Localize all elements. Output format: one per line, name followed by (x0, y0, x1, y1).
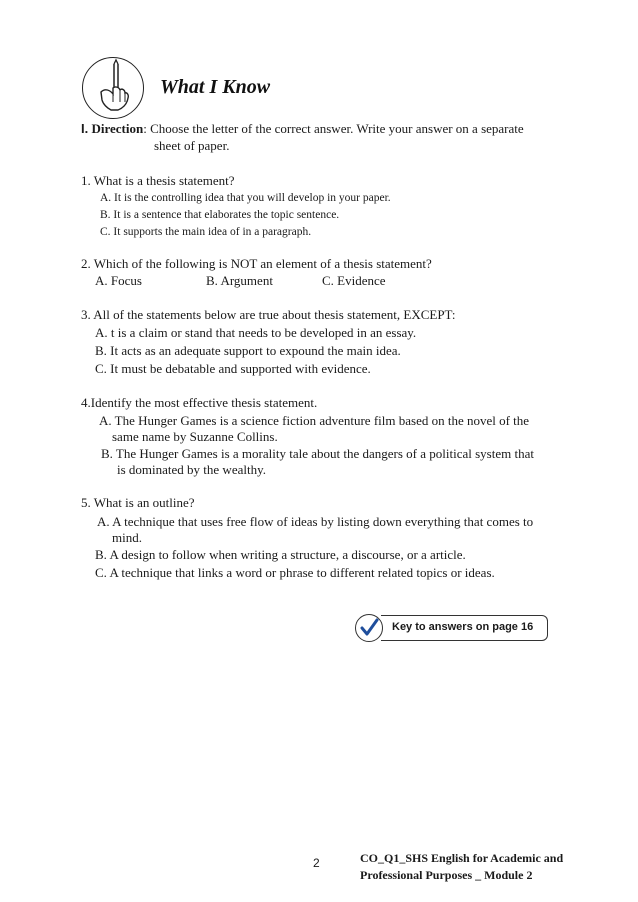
direction-text: : Choose the letter of the correct answer. Write your answer on a separate (143, 121, 524, 136)
question-2: 2. Which of the following is NOT an element of a thesis statement? (81, 256, 432, 271)
page-number: 2 (313, 856, 320, 870)
question-5: 5. What is an outline? (81, 495, 195, 510)
choice-1b: B. It is a sentence that elaborates the topic sentence. (100, 209, 340, 221)
question-4: 4.Identify the most effective thesis statement. (81, 395, 318, 410)
direction-label: Direction (91, 121, 144, 136)
choice-4b: B. The Hunger Games is a morality tale about the dangers of a political system that (101, 446, 534, 461)
choice-5a-cont: mind. (112, 530, 142, 545)
direction-text-cont: sheet of paper. (154, 138, 230, 153)
choice-1c: C. It supports the main idea of in a paragraph. (100, 226, 312, 238)
choice-1a: A. It is the controlling idea that you will develop in your paper. (100, 192, 391, 204)
choice-5a: A. A technique that uses free flow of ideas by listing down everything that comes to (97, 514, 534, 529)
question-1: 1. What is a thesis statement? (81, 173, 235, 188)
section-title: What I Know (160, 76, 271, 98)
direction (81, 120, 561, 154)
footer-line-1: CO_Q1_SHS English for Academic and (360, 851, 564, 865)
direction-number: I. (81, 121, 89, 136)
choice-5b: B. A design to follow when writing a structure, a discourse, or a article. (95, 547, 466, 562)
choice-2a: A. Focus (95, 273, 142, 288)
choice-3a: A. t is a claim or stand that needs to be developed in an essay. (95, 325, 417, 340)
answer-key-label: Key to answers on page 16 (392, 621, 534, 633)
checkmark-icon (355, 614, 383, 642)
choice-2b: B. Argument (206, 273, 273, 288)
pencil-hand-icon (82, 57, 144, 119)
footer-line-2: Professional Purposes _ Module 2 (360, 868, 533, 882)
choice-4a: A. The Hunger Games is a science fiction adventure film based on the novel of the (99, 413, 530, 428)
choice-4b-cont: is dominated by the wealthy. (117, 462, 266, 477)
choice-5c: C. A technique that links a word or phrase to different related topics or ideas. (95, 565, 495, 580)
choice-3c: C. It must be debatable and supported with evidence. (95, 361, 371, 376)
choice-3b: B. It acts as an adequate support to expound the main idea. (95, 343, 401, 358)
choice-2c: C. Evidence (322, 273, 386, 288)
question-3: 3. All of the statements below are true about thesis statement, EXCEPT: (81, 307, 456, 322)
footer-module-info (360, 850, 563, 884)
choice-4a-cont: same name by Suzanne Collins. (112, 429, 278, 444)
